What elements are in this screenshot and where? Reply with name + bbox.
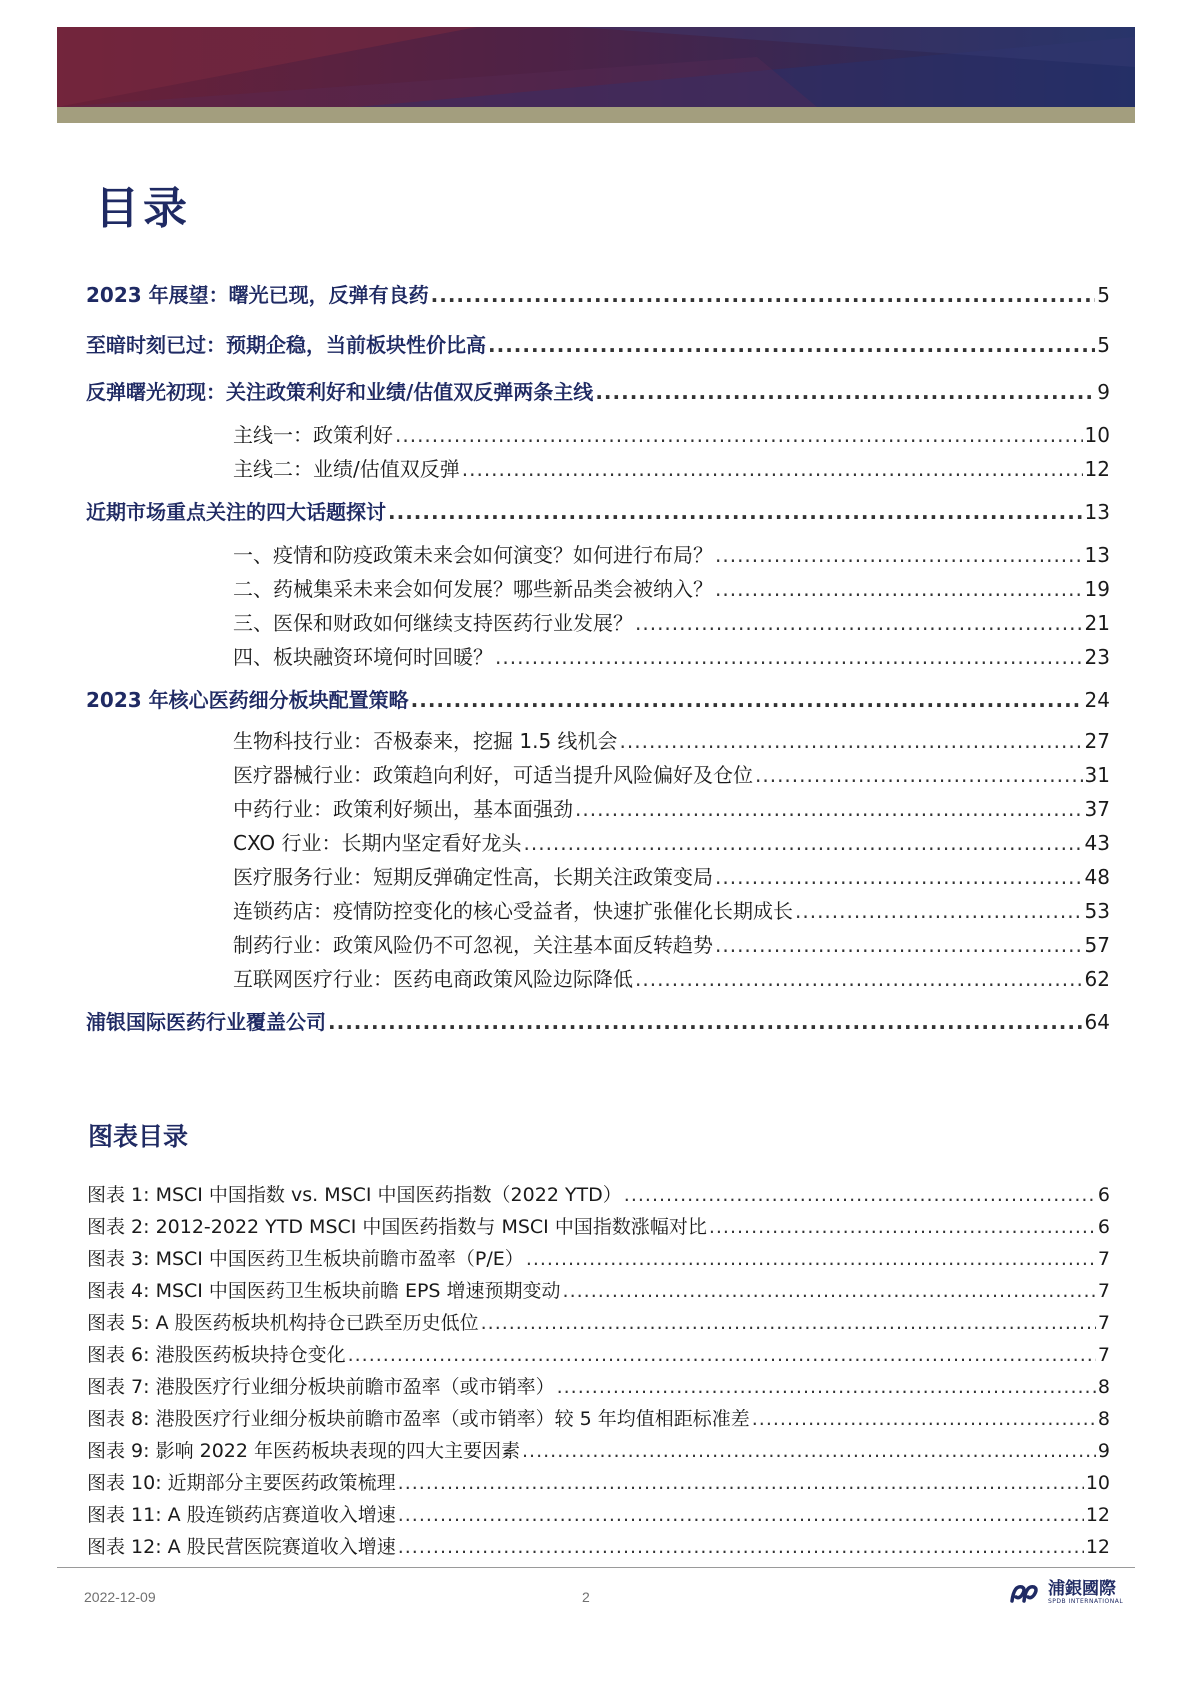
figure-entry-text: 图表 7: 港股医疗行业细分板块前瞻市盈率（或市销率） [87, 1376, 555, 1398]
toc-entry-text: 三、医保和财政如何继续支持医药行业发展？ [233, 611, 633, 635]
figure-entry-text: 图表 2: 2012-2022 YTD MSCI 中国医药指数与 MSCI 中国指数涨幅对比 [87, 1216, 707, 1238]
toc-entry-page: 13 [1084, 500, 1110, 524]
figure-entry-page: 8 [1097, 1376, 1110, 1398]
toc-subentry[interactable] [233, 573, 1110, 602]
figure-entry-text: 图表 11: A 股连锁药店赛道收入增速 [87, 1504, 396, 1526]
leader-dots [755, 763, 1083, 787]
toc-entry-page: 27 [1084, 729, 1110, 753]
leader-dots [411, 688, 1083, 712]
figure-entry-text: 图表 6: 港股医药板块持仓变化 [87, 1344, 346, 1366]
leader-dots [431, 283, 1096, 307]
leader-dots [620, 729, 1083, 753]
toc-entry-page: 19 [1084, 577, 1110, 601]
leader-dots [635, 967, 1083, 991]
leader-dots [398, 1472, 1084, 1494]
leader-dots [495, 645, 1083, 669]
figure-entry-text: 图表 4: MSCI 中国医药卫生板块前瞻 EPS 增速预期变动 [87, 1280, 561, 1302]
toc-entry[interactable] [86, 1006, 1110, 1035]
toc-entry-page: 31 [1084, 763, 1110, 787]
leader-dots [635, 611, 1083, 635]
toc-entry-page: 48 [1084, 865, 1110, 889]
leader-dots [563, 1280, 1096, 1302]
figure-entry[interactable] [87, 1404, 1110, 1431]
figure-list-title: 图表目录 [88, 1122, 189, 1151]
toc-subentry[interactable] [233, 641, 1110, 670]
leader-dots [575, 797, 1083, 821]
toc-entry-page: 9 [1097, 380, 1110, 404]
toc-entry-text: 至暗时刻已过：预期企稳，当前板块性价比高 [86, 333, 486, 357]
leader-dots [462, 457, 1083, 481]
toc-subentry[interactable] [233, 895, 1110, 924]
figure-entry[interactable] [87, 1500, 1110, 1527]
figure-entry[interactable] [87, 1532, 1110, 1559]
toc-subentry[interactable] [233, 793, 1110, 822]
figure-entry[interactable] [87, 1468, 1110, 1495]
toc-entry-text: 互联网医疗行业：医药电商政策风险边际降低 [233, 967, 633, 991]
footer-page-number: 2 [582, 1589, 590, 1605]
figure-entry[interactable] [87, 1340, 1110, 1367]
figure-entry[interactable] [87, 1212, 1110, 1239]
toc-entry-text: 医疗器械行业：政策趋向利好，可适当提升风险偏好及仓位 [233, 763, 753, 787]
toc-entry-text: 主线一：政策利好 [233, 423, 393, 447]
leader-dots [557, 1376, 1096, 1398]
leader-dots [595, 380, 1095, 404]
toc-entry-text: 医疗服务行业：短期反弹确定性高，长期关注政策变局 [233, 865, 713, 889]
spdb-logo-icon [1010, 1581, 1042, 1605]
figure-entry-page: 7 [1097, 1312, 1110, 1334]
figure-entry[interactable] [87, 1372, 1110, 1399]
toc-entry-page: 62 [1084, 967, 1110, 991]
toc-entry-text: 主线二：业绩/估值双反弹 [233, 457, 460, 481]
toc-entry-page: 37 [1084, 797, 1110, 821]
toc-entry-page: 10 [1084, 423, 1110, 447]
leader-dots [328, 1010, 1083, 1034]
figure-entry-text: 图表 1: MSCI 中国指数 vs. MSCI 中国医药指数（2022 YTD） [87, 1184, 622, 1206]
toc-entry-text: CXO 行业：长期内坚定看好龙头 [233, 831, 522, 855]
toc-entry-page: 5 [1097, 333, 1110, 357]
leader-dots [624, 1184, 1096, 1206]
leader-dots [398, 1536, 1084, 1558]
figure-entry[interactable] [87, 1276, 1110, 1303]
figure-entry[interactable] [87, 1308, 1110, 1335]
toc-entry-page: 5 [1097, 283, 1110, 307]
toc-subentry[interactable] [233, 963, 1110, 992]
toc-entry-page: 64 [1084, 1010, 1110, 1034]
toc-entry-text: 浦银国际医药行业覆盖公司 [86, 1010, 326, 1034]
leader-dots [709, 1216, 1096, 1238]
leader-dots [388, 500, 1083, 524]
toc-entry-page: 13 [1084, 543, 1110, 567]
leader-dots [488, 333, 1095, 357]
leader-dots [398, 1504, 1084, 1526]
figure-entry-page: 6 [1097, 1184, 1110, 1206]
leader-dots [715, 543, 1083, 567]
toc-entry[interactable] [86, 496, 1110, 525]
toc-entry[interactable] [86, 279, 1110, 308]
footer-date: 2022-12-09 [84, 1589, 156, 1605]
leader-dots [795, 899, 1083, 923]
leader-dots [524, 831, 1083, 855]
toc-subentry[interactable] [233, 607, 1110, 636]
banner-graphic [57, 27, 1135, 123]
toc-entry-text: 四、板块融资环境何时回暖？ [233, 645, 493, 669]
figure-entry-page: 9 [1097, 1440, 1110, 1462]
toc-subentry[interactable] [233, 759, 1110, 788]
leader-dots [752, 1408, 1096, 1430]
figure-entry-page: 6 [1097, 1216, 1110, 1238]
toc-entry-text: 反弹曙光初现：关注政策利好和业绩/估值双反弹两条主线 [86, 380, 594, 404]
figure-entry-text: 图表 3: MSCI 中国医药卫生板块前瞻市盈率（P/E） [87, 1248, 524, 1270]
toc-entry-text: 近期市场重点关注的四大话题探讨 [86, 500, 386, 524]
toc-subentry[interactable] [233, 827, 1110, 856]
toc-entry-page: 23 [1084, 645, 1110, 669]
figure-entry[interactable] [87, 1180, 1110, 1207]
leader-dots [715, 933, 1083, 957]
toc-entry-text: 生物科技行业：否极泰来，挖掘 1.5 线机会 [233, 729, 618, 753]
figure-entry[interactable] [87, 1436, 1110, 1463]
figure-entry-page: 7 [1097, 1280, 1110, 1302]
toc-entry-text: 连锁药店：疫情防控变化的核心受益者，快速扩张催化长期成长 [233, 899, 793, 923]
toc-entry-page: 21 [1084, 611, 1110, 635]
toc-subentry[interactable] [233, 539, 1110, 568]
leader-dots [481, 1312, 1096, 1334]
logo-chinese-name: 浦銀國際 [1048, 1579, 1116, 1599]
toc-subentry[interactable] [233, 419, 1110, 448]
toc-entry-page: 43 [1084, 831, 1110, 855]
toc-entry-text: 一、疫情和防疫政策未来会如何演变？如何进行布局？ [233, 543, 713, 567]
leader-dots [715, 577, 1083, 601]
figure-entry-page: 8 [1097, 1408, 1110, 1430]
toc-entry-page: 12 [1084, 457, 1110, 481]
toc-entry[interactable] [86, 329, 1110, 358]
header-banner [57, 27, 1135, 123]
leader-dots [526, 1248, 1096, 1270]
toc-entry-page: 24 [1084, 688, 1110, 712]
toc-entry-page: 53 [1084, 899, 1110, 923]
toc-entry-text: 二、药械集采未来会如何发展？哪些新品类会被纳入？ [233, 577, 713, 601]
figure-entry-page: 7 [1097, 1248, 1110, 1270]
toc-subentry[interactable] [233, 861, 1110, 890]
toc-entry[interactable] [86, 376, 1110, 405]
toc-entry-text: 中药行业：政策利好频出，基本面强劲 [233, 797, 573, 821]
figure-entry[interactable] [87, 1244, 1110, 1271]
figure-entry-text: 图表 9: 影响 2022 年医药板块表现的四大主要因素 [87, 1440, 521, 1462]
toc-subentry[interactable] [233, 453, 1110, 482]
leader-dots [522, 1440, 1096, 1462]
figure-entry-text: 图表 12: A 股民营医院赛道收入增速 [87, 1536, 396, 1558]
figure-entry-text: 图表 8: 港股医疗行业细分板块前瞻市盈率（或市销率）较 5 年均值相距标准差 [87, 1408, 750, 1430]
toc-entry-page: 57 [1084, 933, 1110, 957]
logo-english-name: SPDB INTERNATIONAL [1048, 1598, 1124, 1605]
figure-entry-text: 图表 5: A 股医药板块机构持仓已跌至历史低位 [87, 1312, 479, 1334]
leader-dots [348, 1344, 1096, 1366]
toc-entry-text: 制药行业：政策风险仍不可忽视，关注基本面反转趋势 [233, 933, 713, 957]
toc-subentry[interactable] [233, 725, 1110, 754]
figure-entry-page: 7 [1097, 1344, 1110, 1366]
figure-entry-page: 12 [1085, 1504, 1110, 1526]
leader-dots [715, 865, 1083, 889]
page-title: 目录 [95, 183, 191, 234]
footer-divider [57, 1567, 1135, 1568]
leader-dots [395, 423, 1083, 447]
toc-entry[interactable] [86, 684, 1110, 713]
toc-entry-text: 2023 年展望：曙光已现，反弹有良药 [86, 283, 429, 307]
toc-subentry[interactable] [233, 929, 1110, 958]
figure-entry-page: 10 [1085, 1472, 1110, 1494]
figure-entry-page: 12 [1085, 1536, 1110, 1558]
toc-entry-text: 2023 年核心医药细分板块配置策略 [86, 688, 409, 712]
figure-entry-text: 图表 10: 近期部分主要医药政策梳理 [87, 1472, 396, 1494]
company-logo [1010, 1580, 1123, 1606]
